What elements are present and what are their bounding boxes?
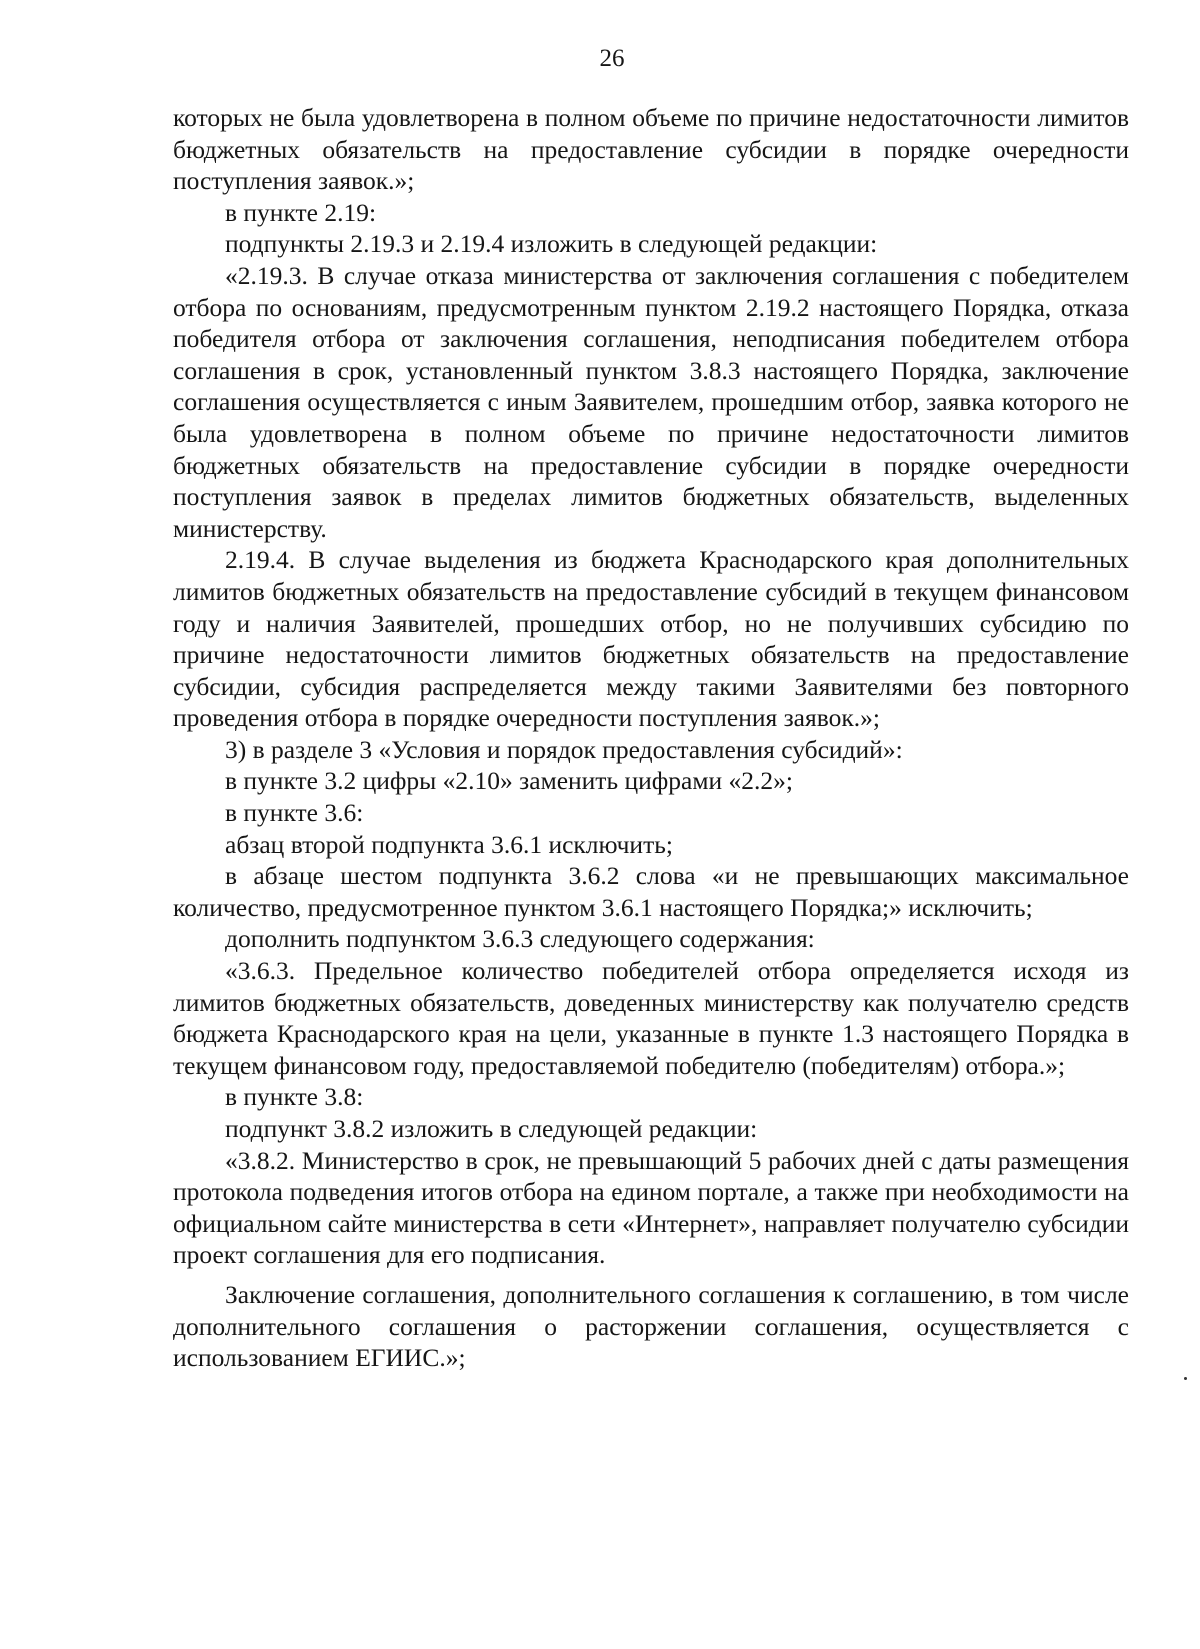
scan-speck: [1184, 1377, 1187, 1380]
paragraph: 3) в разделе 3 «Условия и порядок предоставления субсидий»:: [225, 734, 903, 764]
paragraph: в абзаце шестом подпункта 3.6.2 слова «и не превышающих максимальное количество, предусмотренное пунктом 3.6.1 настоящего Порядка;» исключить;: [173, 861, 1129, 922]
page-number: 26: [599, 45, 625, 72]
paragraph: подпункт 3.8.2 изложить в следующей редакции:: [225, 1114, 758, 1143]
paragraph: в пункте 3.6:: [225, 798, 364, 828]
paragraph: в пункте 3.2 цифры «2.10» заменить цифрами «2.2»;: [225, 766, 793, 796]
paragraph: «3.8.2. Министерство в срок, не превышающий 5 рабочих дней с даты размещения протокола подведения итогов отбора на едином портале, а также при необходимости на официальном сайте министерства в сети «Интернет», направляет получателю субсидии проект соглашения для его подписания.: [173, 1145, 1129, 1270]
paragraph: Заключение соглашения, дополнительного соглашения к соглашению, в том числе дополнительного соглашения о расторжении соглашения, осуществляется с использованием ЕГИИС.»;: [173, 1279, 1129, 1373]
paragraph: 2.19.4. В случае выделения из бюджета Краснодарского края дополнительных лимитов бюджетных обязательств на предоставление субсидий в текущем финансовом году и наличия Заявителей, прошедших отбор, но не получивших субсидию по причине недостаточности лимитов бюджетных обязательств на предоставление субсидии, субсидия распределяется между такими Заявителями без повторного проведения отбора в порядке очередности поступления заявок.»;: [173, 545, 1129, 733]
paragraph: абзац второй подпункта 3.6.1 исключить;: [225, 829, 673, 859]
paragraph-continuation: которых не была удовлетворена в полном объеме по причине недостаточности лимитов бюджетных обязательств на предоставление субсидии в порядке очередности поступления заявок.»;: [173, 103, 1129, 196]
paragraph: в пункте 3.8:: [225, 1082, 364, 1112]
paragraph: «2.19.3. В случае отказа министерства от заключения соглашения с победителем отбора по основаниям, предусмотренным пунктом 2.19.2 настоящего Порядка, отказа победителя отбора от заключения соглашения, неподписания победителем отбора соглашения в срок, установленный пунктом 3.8.3 настоящего Порядка, заключение соглашения осуществляется с иным Заявителем, прошедшим отбор, заявка которого не была удовлетворена в полном объеме по причине недостаточности лимитов бюджетных обязательств на предоставление субсидии в порядке очередности поступления заявок в пределах лимитов бюджетных обязательств, выделенных министерству.: [173, 260, 1129, 543]
paragraph: подпункты 2.19.3 и 2.19.4 изложить в следующей редакции:: [225, 229, 878, 259]
document-body: [173, 102, 1129, 1374]
paragraph: «3.6.3. Предельное количество победителей отбора определяется исходя из лимитов бюджетных обязательств, доведенных министерству как получателю средств бюджета Краснодарского края на цели, указанные в пункте 1.3 настоящего Порядка в текущем финансовом году, предоставляемой победителю (победителям) отбора.»;: [173, 956, 1129, 1080]
paragraph: дополнить подпунктом 3.6.3 следующего содержания:: [225, 924, 815, 954]
paragraph: в пункте 2.19:: [225, 197, 377, 227]
